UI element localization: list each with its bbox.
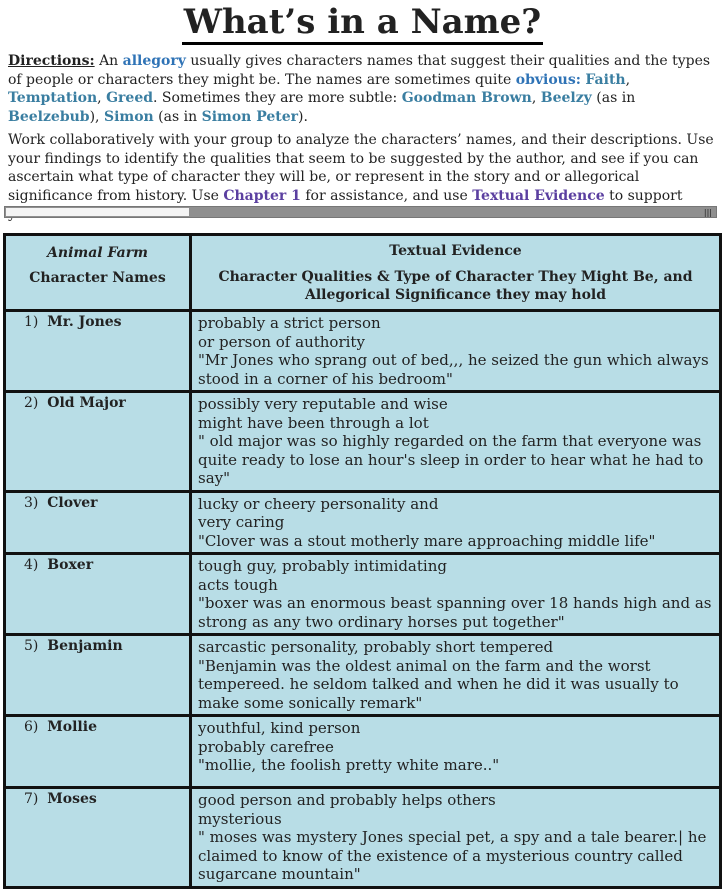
text: . Sometimes they are more subtle: <box>153 90 402 106</box>
evidence-line: mysterious <box>198 809 282 828</box>
character-name-cell[interactable] <box>5 311 191 392</box>
evidence-line: might have been through a lot <box>198 413 429 432</box>
evidence-line: " old major was so highly regarded on the farm that everyone was quite ready to lose an hour's sleep in order to hear what he had to say" <box>198 432 704 487</box>
character-name: Clover <box>47 494 98 511</box>
text: Work collaboratively with your group to analyze the characters’ names, and their descriptions. Use your findings to identify the qualities that seem to be suggested by the author, and see if you can ascertain what type of character they will be, or represent in the story and or allegorical significance from history. Use <box>8 132 714 204</box>
evidence-line: acts tough <box>198 575 278 594</box>
keyword-allegory: allegory <box>122 53 186 69</box>
evidence-cell[interactable] <box>191 716 721 788</box>
text: An <box>94 53 123 69</box>
character-name-cell[interactable] <box>5 392 191 492</box>
character-name: Benjamin <box>47 638 123 654</box>
evidence-line: very caring <box>198 513 285 531</box>
evidence-line: youthful, kind person <box>198 719 361 737</box>
row-number: 3) <box>24 494 39 511</box>
directions-paragraph <box>8 52 714 126</box>
row-number: 7) <box>24 791 39 807</box>
text: , <box>531 90 541 106</box>
text: (as in <box>153 108 202 125</box>
header-textual-evidence <box>191 235 721 311</box>
header-character-names-label: Character Names <box>29 270 166 286</box>
character-name-cell[interactable] <box>5 716 191 788</box>
text: ). <box>298 108 308 125</box>
keyword-simon: Simon <box>103 108 154 125</box>
row-number: 5) <box>24 638 39 654</box>
header-textual-evidence-label: Textual Evidence <box>389 243 522 259</box>
evidence-cell[interactable] <box>191 392 721 492</box>
keyword-simon-peter: Simon Peter <box>201 108 299 125</box>
character-name: Mr. Jones <box>47 314 122 330</box>
header-character-names <box>5 235 191 311</box>
evidence-line: tough guy, probably intimidating <box>198 557 447 575</box>
text: to support <box>609 187 683 204</box>
text: usually gives characters names that suggest their qualities and the types of people or characters they might be. The names are sometimes quite <box>8 53 711 88</box>
row-number: 2) <box>24 395 39 411</box>
keyword-textual-evidence: Textual Evidence <box>472 187 605 204</box>
keyword-goodman-brown: Goodman Brown <box>401 90 532 106</box>
evidence-line: possibly very reputable and wise <box>198 395 448 413</box>
evidence-line: "Benjamin was the oldest animal on the farm and the worst tempereed. he seldom talked and when he did it was usually to make some sonically remark" <box>198 656 679 712</box>
table-row <box>5 392 721 492</box>
evidence-line: " moses was mystery Jones special pet, a spy and a tale bearer.| he claimed to know of the existence of a mysterious country called sugarcane mountain" <box>198 828 707 883</box>
table-row <box>5 311 721 392</box>
row-number: 1) <box>24 314 39 330</box>
row-number: 4) <box>24 557 39 573</box>
directions-label: Directions: <box>8 53 95 69</box>
evidence-line: "Mr Jones who sprang out of bed,,, he seized the gun which always stood in a corner of his bedroom" <box>198 351 709 388</box>
table-row <box>5 716 721 788</box>
keyword-greed: Greed <box>106 90 154 106</box>
scrollbar-thumb[interactable] <box>6 208 189 216</box>
character-name: Boxer <box>47 557 94 573</box>
evidence-line: good person and probably helps others <box>198 791 496 809</box>
text: for assistance, and use <box>300 187 473 204</box>
page-title: What’s in a Name? <box>0 2 725 42</box>
evidence-cell[interactable] <box>191 554 721 635</box>
horizontal-scrollbar[interactable] <box>4 206 717 218</box>
header-qualities-label: Character Qualities & Type of Character They Might Be, and Allegorical Significance they may hold <box>218 269 693 303</box>
evidence-cell[interactable] <box>191 311 721 392</box>
evidence-line: "mollie, the foolish pretty white mare.." <box>198 756 500 774</box>
text: ), <box>89 108 104 125</box>
evidence-cell[interactable] <box>191 491 721 554</box>
character-name: Moses <box>47 791 97 807</box>
character-name-cell[interactable] <box>5 788 191 888</box>
keyword-beelzebub: Beelzebub <box>8 108 90 125</box>
evidence-line: sarcastic personality, probably short tempered <box>198 638 554 656</box>
instructions-paragraph <box>8 131 714 204</box>
keyword-temptation: Temptation <box>8 90 98 106</box>
evidence-line: probably a strict person <box>198 314 381 332</box>
character-name-cell[interactable] <box>5 554 191 635</box>
evidence-line: lucky or cheery personality and <box>198 494 439 513</box>
keyword-faith: Faith <box>585 71 626 88</box>
row-number: 6) <box>24 719 39 735</box>
table-row <box>5 788 721 888</box>
keyword-chapter-1: Chapter 1 <box>223 187 301 204</box>
keyword-obvious: obvious: <box>515 71 581 88</box>
text: , <box>625 71 631 88</box>
evidence-line: "boxer was an enormous beast spanning over 18 hands high and as strong as any two ordinary horses put together" <box>198 594 712 631</box>
evidence-cell[interactable] <box>191 788 721 888</box>
evidence-line: "Clover was a stout motherly mare approaching middle life" <box>198 531 656 550</box>
evidence-line: or person of authority <box>198 332 365 351</box>
table-row <box>5 554 721 635</box>
text: , <box>97 90 107 106</box>
character-name-cell[interactable] <box>5 491 191 554</box>
character-table <box>3 233 722 889</box>
table-row <box>5 491 721 554</box>
keyword-beelzy: Beelzy <box>540 90 592 106</box>
character-name: Mollie <box>47 719 97 735</box>
evidence-line: probably carefree <box>198 737 334 756</box>
text: (as in <box>591 90 636 106</box>
character-name-cell[interactable] <box>5 635 191 716</box>
evidence-cell[interactable] <box>191 635 721 716</box>
table-row <box>5 635 721 716</box>
character-name: Old Major <box>47 395 126 411</box>
scrollbar-grip-icon: ||| <box>703 208 712 217</box>
header-animal-farm: Animal Farm <box>47 245 148 261</box>
